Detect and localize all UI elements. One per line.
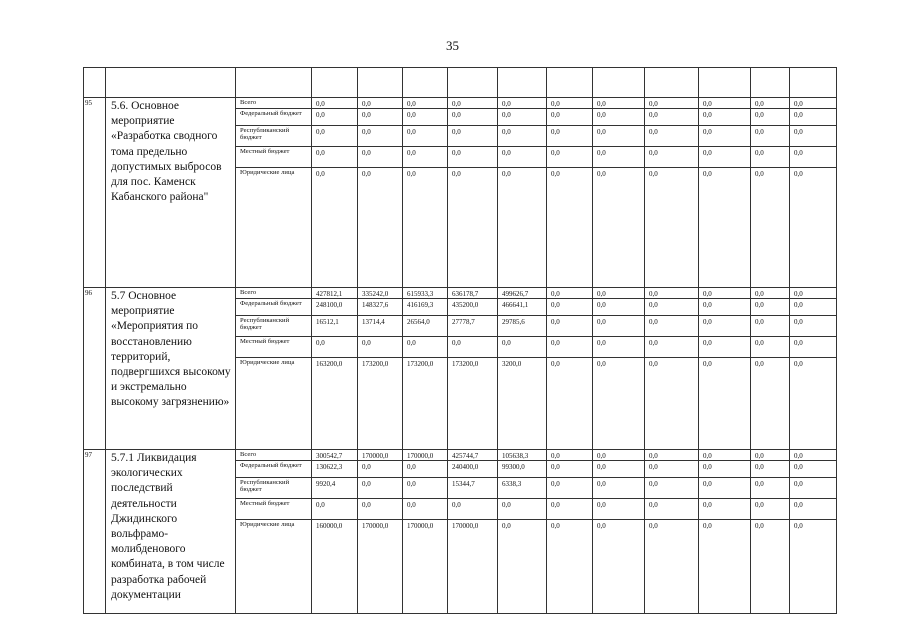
value-cell: 0,0 xyxy=(790,499,837,520)
header-cell xyxy=(790,68,837,98)
value-cell: 0,0 xyxy=(699,316,751,337)
value-cell: 0,0 xyxy=(403,461,448,478)
value-cell: 0,0 xyxy=(593,299,645,316)
table-row xyxy=(84,288,837,299)
funding-source: Юридические лица xyxy=(236,520,312,614)
value-cell: 0,0 xyxy=(358,147,403,168)
header-cell xyxy=(498,68,547,98)
value-cell: 170000,0 xyxy=(358,450,403,461)
funding-source: Республиканский бюджет xyxy=(236,126,312,147)
value-cell: 0,0 xyxy=(699,98,751,109)
value-cell: 240400,0 xyxy=(448,461,498,478)
value-cell: 0,0 xyxy=(547,358,593,450)
value-cell: 499626,7 xyxy=(498,288,547,299)
value-cell: 173200,0 xyxy=(358,358,403,450)
table-row xyxy=(84,98,837,109)
value-cell: 0,0 xyxy=(547,168,593,288)
value-cell: 0,0 xyxy=(751,126,790,147)
value-cell: 0,0 xyxy=(547,337,593,358)
value-cell: 0,0 xyxy=(448,147,498,168)
value-cell: 0,0 xyxy=(645,450,699,461)
value-cell: 0,0 xyxy=(547,461,593,478)
value-cell: 0,0 xyxy=(751,98,790,109)
value-cell: 0,0 xyxy=(751,299,790,316)
value-cell: 0,0 xyxy=(751,499,790,520)
budget-table xyxy=(83,67,837,614)
value-cell: 0,0 xyxy=(699,461,751,478)
value-cell: 0,0 xyxy=(312,126,358,147)
header-cell xyxy=(593,68,645,98)
value-cell: 0,0 xyxy=(547,109,593,126)
value-cell: 0,0 xyxy=(358,168,403,288)
activity-title: 5.7 Основное мероприятие «Мероприятия по восстановлению территорий, подвергшихся высокому и экстремально высокому загрязнению» xyxy=(106,288,236,450)
value-cell: 0,0 xyxy=(790,358,837,450)
value-cell: 3200,0 xyxy=(498,358,547,450)
value-cell: 335242,0 xyxy=(358,288,403,299)
value-cell: 0,0 xyxy=(403,109,448,126)
value-cell: 0,0 xyxy=(699,147,751,168)
value-cell: 0,0 xyxy=(498,147,547,168)
value-cell: 300542,7 xyxy=(312,450,358,461)
value-cell: 427812,1 xyxy=(312,288,358,299)
header-cell xyxy=(358,68,403,98)
value-cell: 0,0 xyxy=(645,478,699,499)
value-cell: 0,0 xyxy=(645,520,699,614)
value-cell: 0,0 xyxy=(312,168,358,288)
value-cell: 0,0 xyxy=(593,358,645,450)
value-cell: 0,0 xyxy=(448,499,498,520)
value-cell: 0,0 xyxy=(448,98,498,109)
value-cell: 0,0 xyxy=(751,316,790,337)
header-cell xyxy=(106,68,236,98)
header-cell xyxy=(751,68,790,98)
value-cell: 0,0 xyxy=(498,337,547,358)
value-cell: 248100,0 xyxy=(312,299,358,316)
value-cell: 0,0 xyxy=(751,358,790,450)
funding-source: Республиканский бюджет xyxy=(236,316,312,337)
value-cell: 13714,4 xyxy=(358,316,403,337)
value-cell: 0,0 xyxy=(751,288,790,299)
value-cell: 0,0 xyxy=(547,520,593,614)
table-header-row xyxy=(84,68,837,98)
funding-source: Всего xyxy=(236,450,312,461)
value-cell: 0,0 xyxy=(312,337,358,358)
value-cell: 0,0 xyxy=(358,98,403,109)
value-cell: 6338,3 xyxy=(498,478,547,499)
value-cell: 0,0 xyxy=(645,316,699,337)
value-cell: 170000,0 xyxy=(403,520,448,614)
value-cell: 0,0 xyxy=(448,168,498,288)
value-cell: 0,0 xyxy=(645,499,699,520)
value-cell: 0,0 xyxy=(699,450,751,461)
value-cell: 0,0 xyxy=(790,147,837,168)
funding-source: Местный бюджет xyxy=(236,147,312,168)
value-cell: 0,0 xyxy=(403,499,448,520)
value-cell: 170000,0 xyxy=(358,520,403,614)
value-cell: 0,0 xyxy=(645,109,699,126)
value-cell: 615933,3 xyxy=(403,288,448,299)
header-cell xyxy=(547,68,593,98)
activity-title: 5.7.1 Ликвидация экологических последствий деятельности Джидинского вольфрамо-молибденового комбината, в том числе разработка рабочей документации xyxy=(106,450,236,614)
value-cell: 0,0 xyxy=(593,499,645,520)
value-cell: 0,0 xyxy=(699,337,751,358)
value-cell: 0,0 xyxy=(593,109,645,126)
value-cell: 0,0 xyxy=(645,358,699,450)
value-cell: 0,0 xyxy=(593,288,645,299)
table-row xyxy=(84,450,837,461)
value-cell: 0,0 xyxy=(751,461,790,478)
value-cell: 0,0 xyxy=(498,168,547,288)
header-cell xyxy=(84,68,106,98)
value-cell: 0,0 xyxy=(358,461,403,478)
value-cell: 0,0 xyxy=(593,126,645,147)
funding-source: Республиканский бюджет xyxy=(236,478,312,499)
funding-source: Юридические лица xyxy=(236,358,312,450)
value-cell: 0,0 xyxy=(448,126,498,147)
header-cell xyxy=(645,68,699,98)
value-cell: 0,0 xyxy=(358,126,403,147)
value-cell: 0,0 xyxy=(645,299,699,316)
value-cell: 0,0 xyxy=(358,478,403,499)
value-cell: 466641,1 xyxy=(498,299,547,316)
value-cell: 0,0 xyxy=(645,98,699,109)
value-cell: 0,0 xyxy=(312,499,358,520)
value-cell: 0,0 xyxy=(547,450,593,461)
funding-source: Всего xyxy=(236,98,312,109)
value-cell: 0,0 xyxy=(403,147,448,168)
value-cell: 0,0 xyxy=(751,478,790,499)
value-cell: 0,0 xyxy=(790,288,837,299)
value-cell: 0,0 xyxy=(790,109,837,126)
value-cell: 105638,3 xyxy=(498,450,547,461)
value-cell: 0,0 xyxy=(312,98,358,109)
value-cell: 0,0 xyxy=(790,520,837,614)
value-cell: 0,0 xyxy=(358,109,403,126)
value-cell: 0,0 xyxy=(498,98,547,109)
value-cell: 0,0 xyxy=(403,478,448,499)
value-cell: 29785,6 xyxy=(498,316,547,337)
value-cell: 0,0 xyxy=(593,478,645,499)
value-cell: 0,0 xyxy=(699,299,751,316)
value-cell: 0,0 xyxy=(547,499,593,520)
funding-source: Местный бюджет xyxy=(236,337,312,358)
value-cell: 0,0 xyxy=(751,109,790,126)
value-cell: 0,0 xyxy=(312,109,358,126)
value-cell: 0,0 xyxy=(751,147,790,168)
value-cell: 16512,1 xyxy=(312,316,358,337)
value-cell: 0,0 xyxy=(593,337,645,358)
funding-source: Юридические лица xyxy=(236,168,312,288)
value-cell: 0,0 xyxy=(645,168,699,288)
header-cell xyxy=(403,68,448,98)
value-cell: 0,0 xyxy=(751,520,790,614)
table-body xyxy=(84,68,837,614)
value-cell: 0,0 xyxy=(547,316,593,337)
value-cell: 425744,7 xyxy=(448,450,498,461)
value-cell: 0,0 xyxy=(403,98,448,109)
value-cell: 170000,0 xyxy=(448,520,498,614)
value-cell: 99300,0 xyxy=(498,461,547,478)
value-cell: 636178,7 xyxy=(448,288,498,299)
funding-source: Всего xyxy=(236,288,312,299)
value-cell: 0,0 xyxy=(547,126,593,147)
row-number: 96 xyxy=(84,288,106,450)
value-cell: 0,0 xyxy=(790,316,837,337)
value-cell: 0,0 xyxy=(448,109,498,126)
header-cell xyxy=(236,68,312,98)
value-cell: 0,0 xyxy=(547,288,593,299)
value-cell: 0,0 xyxy=(547,147,593,168)
value-cell: 26564,0 xyxy=(403,316,448,337)
value-cell: 0,0 xyxy=(699,109,751,126)
value-cell: 0,0 xyxy=(790,461,837,478)
value-cell: 0,0 xyxy=(790,299,837,316)
value-cell: 0,0 xyxy=(645,126,699,147)
value-cell: 0,0 xyxy=(790,450,837,461)
value-cell: 0,0 xyxy=(403,168,448,288)
value-cell: 0,0 xyxy=(699,358,751,450)
value-cell: 9920,4 xyxy=(312,478,358,499)
value-cell: 148327,6 xyxy=(358,299,403,316)
page-number: 35 xyxy=(446,38,459,53)
value-cell: 0,0 xyxy=(751,168,790,288)
row-number: 95 xyxy=(84,98,106,288)
value-cell: 0,0 xyxy=(498,499,547,520)
value-cell: 416169,3 xyxy=(403,299,448,316)
value-cell: 0,0 xyxy=(312,147,358,168)
value-cell: 0,0 xyxy=(593,316,645,337)
value-cell: 0,0 xyxy=(547,478,593,499)
value-cell: 0,0 xyxy=(498,520,547,614)
value-cell: 160000,0 xyxy=(312,520,358,614)
value-cell: 27778,7 xyxy=(448,316,498,337)
value-cell: 0,0 xyxy=(751,450,790,461)
value-cell: 0,0 xyxy=(547,98,593,109)
value-cell: 0,0 xyxy=(498,126,547,147)
value-cell: 0,0 xyxy=(790,168,837,288)
activity-title: 5.6. Основное мероприятие «Разработка сводного тома предельно допустимых выбросов для пос. Каменск Кабанского района" xyxy=(106,98,236,288)
value-cell: 0,0 xyxy=(790,337,837,358)
funding-source: Федеральный бюджет xyxy=(236,299,312,316)
value-cell: 0,0 xyxy=(645,337,699,358)
value-cell: 0,0 xyxy=(751,337,790,358)
value-cell: 0,0 xyxy=(645,147,699,168)
value-cell: 0,0 xyxy=(790,98,837,109)
value-cell: 0,0 xyxy=(547,299,593,316)
value-cell: 0,0 xyxy=(498,109,547,126)
value-cell: 0,0 xyxy=(593,520,645,614)
value-cell: 163200,0 xyxy=(312,358,358,450)
value-cell: 0,0 xyxy=(645,288,699,299)
header-cell xyxy=(448,68,498,98)
value-cell: 0,0 xyxy=(699,499,751,520)
value-cell: 0,0 xyxy=(448,337,498,358)
header-cell xyxy=(312,68,358,98)
value-cell: 0,0 xyxy=(403,126,448,147)
value-cell: 173200,0 xyxy=(448,358,498,450)
value-cell: 0,0 xyxy=(358,337,403,358)
funding-source: Федеральный бюджет xyxy=(236,109,312,126)
value-cell: 15344,7 xyxy=(448,478,498,499)
value-cell: 170000,0 xyxy=(403,450,448,461)
row-number: 97 xyxy=(84,450,106,614)
value-cell: 435200,0 xyxy=(448,299,498,316)
value-cell: 173200,0 xyxy=(403,358,448,450)
funding-source: Местный бюджет xyxy=(236,499,312,520)
value-cell: 0,0 xyxy=(699,168,751,288)
value-cell: 0,0 xyxy=(699,288,751,299)
header-cell xyxy=(699,68,751,98)
value-cell: 130622,3 xyxy=(312,461,358,478)
value-cell: 0,0 xyxy=(593,461,645,478)
value-cell: 0,0 xyxy=(699,520,751,614)
value-cell: 0,0 xyxy=(593,98,645,109)
funding-source: Федеральный бюджет xyxy=(236,461,312,478)
value-cell: 0,0 xyxy=(699,478,751,499)
value-cell: 0,0 xyxy=(593,450,645,461)
value-cell: 0,0 xyxy=(790,126,837,147)
value-cell: 0,0 xyxy=(790,478,837,499)
value-cell: 0,0 xyxy=(593,168,645,288)
value-cell: 0,0 xyxy=(645,461,699,478)
value-cell: 0,0 xyxy=(593,147,645,168)
value-cell: 0,0 xyxy=(358,499,403,520)
value-cell: 0,0 xyxy=(403,337,448,358)
value-cell: 0,0 xyxy=(699,126,751,147)
